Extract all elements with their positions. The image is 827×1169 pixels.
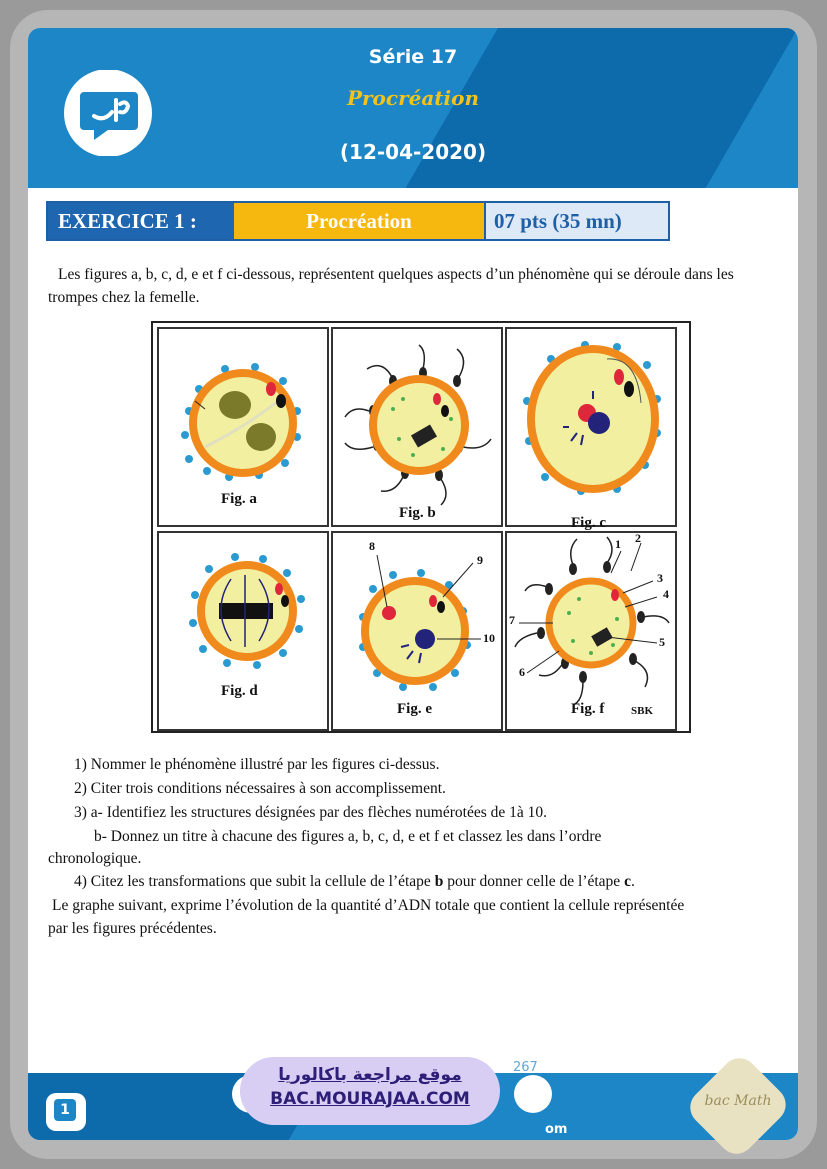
arrow-number-3: 3: [657, 571, 663, 585]
arrow-number-7: 7: [509, 613, 515, 627]
fig-c-label: Fig. c: [571, 515, 606, 531]
author-signature: SBK: [631, 705, 654, 717]
fig-c-drawing: [507, 329, 679, 529]
arrow-number-9: 9: [477, 553, 483, 567]
graph-intro-line-1: Le graphe suivant, exprime l’évolution de la quantité d’ADN totale que contient la cellule représentée: [52, 897, 685, 914]
exercise-points: 07 pts (35 mn): [484, 203, 668, 239]
question-2: 2) Citer trois conditions nécessaires à son accomplissement.: [74, 780, 446, 797]
question-1: 1) Nommer le phénomène illustré par les figures ci-dessus.: [74, 756, 440, 773]
question-3b-continued: chronologique.: [48, 850, 142, 867]
question-4-step-c: c: [624, 873, 631, 890]
question-4-text-end: .: [630, 873, 635, 890]
arrow-number-10: 10: [483, 631, 495, 645]
question-4-step-b: b: [434, 873, 444, 890]
figure-f: [505, 531, 677, 731]
fig-a-label: Fig. a: [221, 491, 257, 507]
figure-d: [157, 531, 329, 731]
figure-c: [505, 327, 677, 531]
bac-math-badge-text: bac Math: [704, 1093, 772, 1109]
series-date: (12-04-2020): [339, 140, 487, 164]
fig-f-label: Fig. f: [571, 701, 605, 717]
series-title: Série 17: [368, 46, 458, 68]
arrow-number-4: 4: [663, 587, 669, 601]
footer-partial-number: 267: [513, 1060, 538, 1075]
intro-paragraph: Les figures a, b, c, d, e et f ci-dessous, représentent quelques aspects d’un phénomène qui se déroule dans les trompes chez la femelle.: [48, 266, 734, 306]
arrow-number-2: 2: [635, 531, 641, 545]
fig-e-label: Fig. e: [397, 701, 432, 717]
watermark-banner[interactable]: [240, 1057, 500, 1125]
exercise-theme: Procréation: [234, 203, 484, 239]
footer-partial-url: om: [545, 1122, 568, 1137]
arrow-number-1: 1: [615, 537, 621, 551]
page-number-badge: [46, 1093, 86, 1131]
figure-a: [157, 327, 329, 527]
question-3b: b- Donnez un titre à chacune des figures a, b, c, d, e et f et classez les dans l’ordre: [94, 828, 602, 845]
exercise-title: EXERCICE 1 :: [48, 203, 234, 239]
question-4-text-start: 4) Citez les transformations que subit la cellule de l’étape: [74, 873, 435, 890]
page-number: 1: [54, 1099, 76, 1121]
fig-b-drawing: [333, 329, 505, 529]
figure-b: [331, 327, 503, 527]
watermark-url[interactable]: BAC.MOURAJAA.COM: [270, 1089, 470, 1109]
arrow-number-8: 8: [369, 539, 375, 553]
fig-d-drawing: [159, 533, 331, 733]
document-page: [28, 28, 798, 1140]
watermark-arabic: موقع مراجعة باكالوريا: [278, 1065, 462, 1085]
watermark-right-icon: [514, 1075, 552, 1113]
header-banner: [28, 28, 798, 188]
arrow-number-6: 6: [519, 665, 525, 679]
figure-grid: [151, 321, 691, 733]
question-4: [74, 870, 635, 893]
fig-d-label: Fig. d: [221, 683, 258, 699]
subject-title: Procréation: [346, 86, 480, 110]
exercise-bar: [46, 201, 670, 241]
figure-e: [331, 531, 503, 731]
question-3a: 3) a- Identifiez les structures désignées par des flèches numérotées de 1à 10.: [74, 804, 547, 821]
graph-intro-line-2: par les figures précédentes.: [48, 920, 217, 937]
question-4-text-mid: pour donner celle de l’étape: [443, 873, 625, 890]
arrow-number-5: 5: [659, 635, 665, 649]
fig-b-label: Fig. b: [399, 505, 436, 521]
